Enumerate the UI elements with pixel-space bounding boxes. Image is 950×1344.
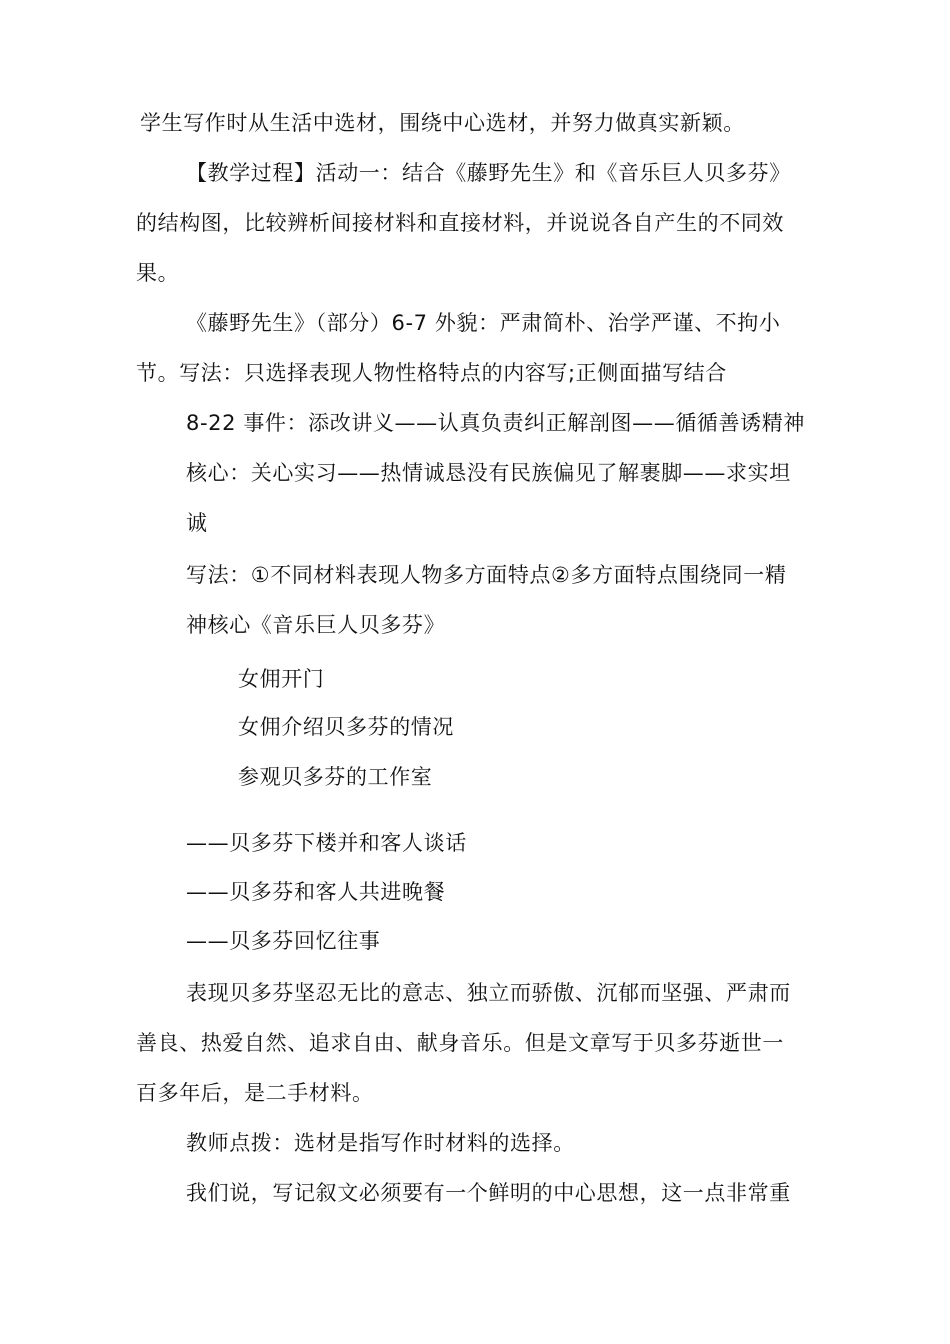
text-line-8: 核心：关心实习——热情诚恳没有民族偏见了解裹脚——求实坦: [186, 461, 791, 485]
text-line-12: 表现贝多芬坚忍无比的意志、独立而骄傲、沉郁而坚强、严肃而: [186, 981, 791, 1005]
text-line-11: 神核心《音乐巨人贝多芬》: [186, 613, 446, 637]
text-line-6: 节。写法：只选择表现人物性格特点的内容写;正侧面描写结合: [136, 361, 727, 385]
text-line-2: 【教学过程】活动一：结合《藤野先生》和《音乐巨人贝多芬》: [186, 161, 791, 185]
structure-item-3: 参观贝多芬的工作室: [238, 765, 433, 789]
text-line-3: 的结构图，比较辨析间接材料和直接材料，并说说各自产生的不同效: [136, 211, 784, 235]
text-line-15: 教师点拨：选材是指写作时材料的选择。: [186, 1131, 575, 1155]
text-line-16: 我们说，写记叙文必须要有一个鲜明的中心思想，这一点非常重: [186, 1181, 791, 1205]
structure-item-5: ——贝多芬和客人共进晚餐: [186, 880, 446, 904]
text-line-10: 写法：①不同材料表现人物多方面特点②多方面特点围绕同一精: [186, 563, 787, 587]
structure-item-2: 女佣介绍贝多芬的情况: [238, 715, 454, 739]
text-line-5: 《藤野先生》（部分）6-7 外貌：严肃简朴、治学严谨、不拘小: [186, 311, 781, 335]
structure-item-4: ——贝多芬下楼并和客人谈话: [186, 831, 467, 855]
text-line-14: 百多年后，是二手材料。: [136, 1081, 374, 1105]
structure-item-1: 女佣开门: [238, 667, 325, 691]
text-line-1: 学生写作时从生活中选材，围绕中心选材，并努力做真实新颖。: [140, 111, 745, 135]
text-line-9: 诚: [186, 511, 208, 535]
text-line-7: 8-22 事件：添改讲义——认真负责纠正解剖图——循循善诱精神: [186, 411, 805, 435]
text-line-13: 善良、热爱自然、追求自由、献身音乐。但是文章写于贝多芬逝世一: [136, 1031, 784, 1055]
text-line-4: 果。: [136, 261, 180, 285]
structure-item-6: ——贝多芬回忆往事: [186, 929, 381, 953]
